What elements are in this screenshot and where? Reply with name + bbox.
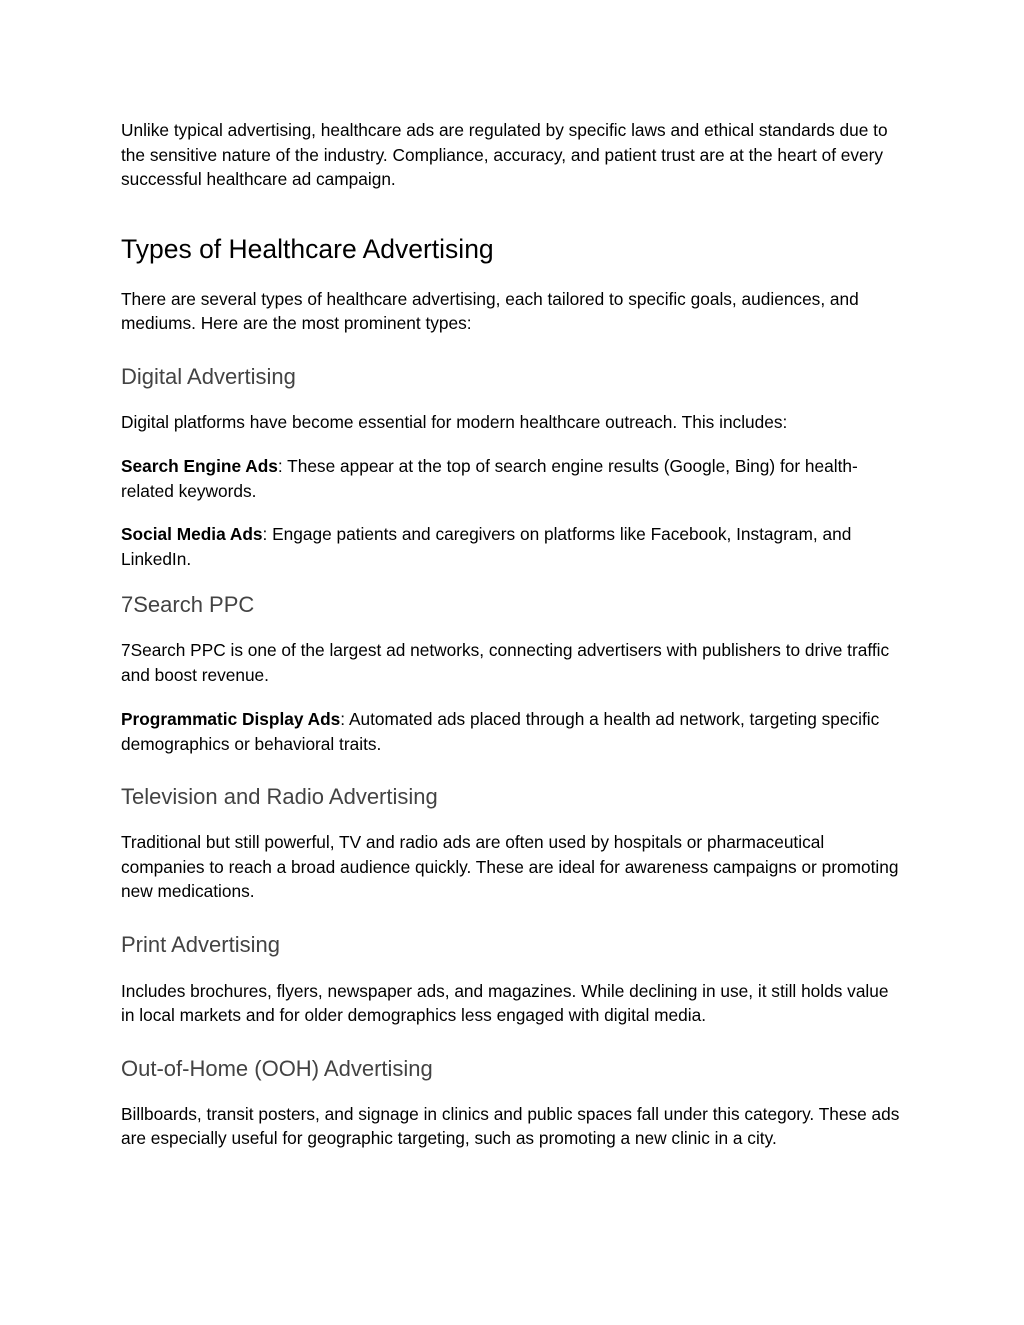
social-media-ads-text: : Engage patients and caregivers on platforms like Facebook, Instagram, and LinkedIn. <box>121 524 852 569</box>
search-engine-ads-paragraph <box>121 454 903 503</box>
intro-paragraph: Unlike typical advertising, healthcare ads are regulated by specific laws and ethical standards due to the sensitive nature of the industry. Compliance, accuracy, and patient trust are at the heart of every successful healthcare ad campaign. <box>121 120 888 189</box>
search-engine-ads-text: : These appear at the top of search engine results (Google, Bing) for health-related keywords. <box>121 456 858 501</box>
7search-ppc-heading: 7Search PPC <box>121 592 255 617</box>
tv-radio-paragraph: Traditional but still powerful, TV and radio ads are often used by hospitals or pharmaceutical companies to reach a broad audience quickly. These are ideal for awareness campaigns or promoting new medications. <box>121 832 899 901</box>
print-advertising-paragraph: Includes brochures, flyers, newspaper ads, and magazines. While declining in use, it still holds value in local markets and for older demographics less engaged with digital media. <box>121 980 889 1025</box>
social-media-ads-term: Social Media Ads <box>121 524 263 544</box>
types-intro-paragraph: There are several types of healthcare advertising, each tailored to specific goals, audiences, and mediums. Here are the most prominent types: <box>121 288 859 333</box>
programmatic-display-ads-term: Programmatic Display Ads <box>121 709 341 729</box>
document-page <box>121 118 903 1151</box>
digital-advertising-heading: Digital Advertising <box>121 363 296 389</box>
social-media-ads-paragraph <box>121 522 903 571</box>
tv-radio-heading: Television and Radio Advertising <box>121 784 438 809</box>
search-engine-ads-term: Search Engine Ads <box>121 456 278 476</box>
ooh-advertising-paragraph: Billboards, transit posters, and signage in clinics and public spaces fall under this category. These ads are especially useful for geographic targeting, such as promoting a new clinic in a city. <box>121 1103 900 1148</box>
types-heading: Types of Healthcare Advertising <box>121 233 494 264</box>
ooh-advertising-heading: Out-of-Home (OOH) Advertising <box>121 1055 433 1081</box>
digital-intro-paragraph: Digital platforms have become essential for modern healthcare outreach. This includes: <box>121 411 788 432</box>
7search-ppc-paragraph: 7Search PPC is one of the largest ad networks, connecting advertisers with publishers to drive traffic and boost revenue. <box>121 640 890 685</box>
programmatic-display-ads-paragraph <box>121 707 903 756</box>
print-advertising-heading: Print Advertising <box>121 931 280 957</box>
programmatic-display-ads-text: : Automated ads placed through a health ad network, targeting specific demographics or behavioral traits. <box>121 709 880 754</box>
